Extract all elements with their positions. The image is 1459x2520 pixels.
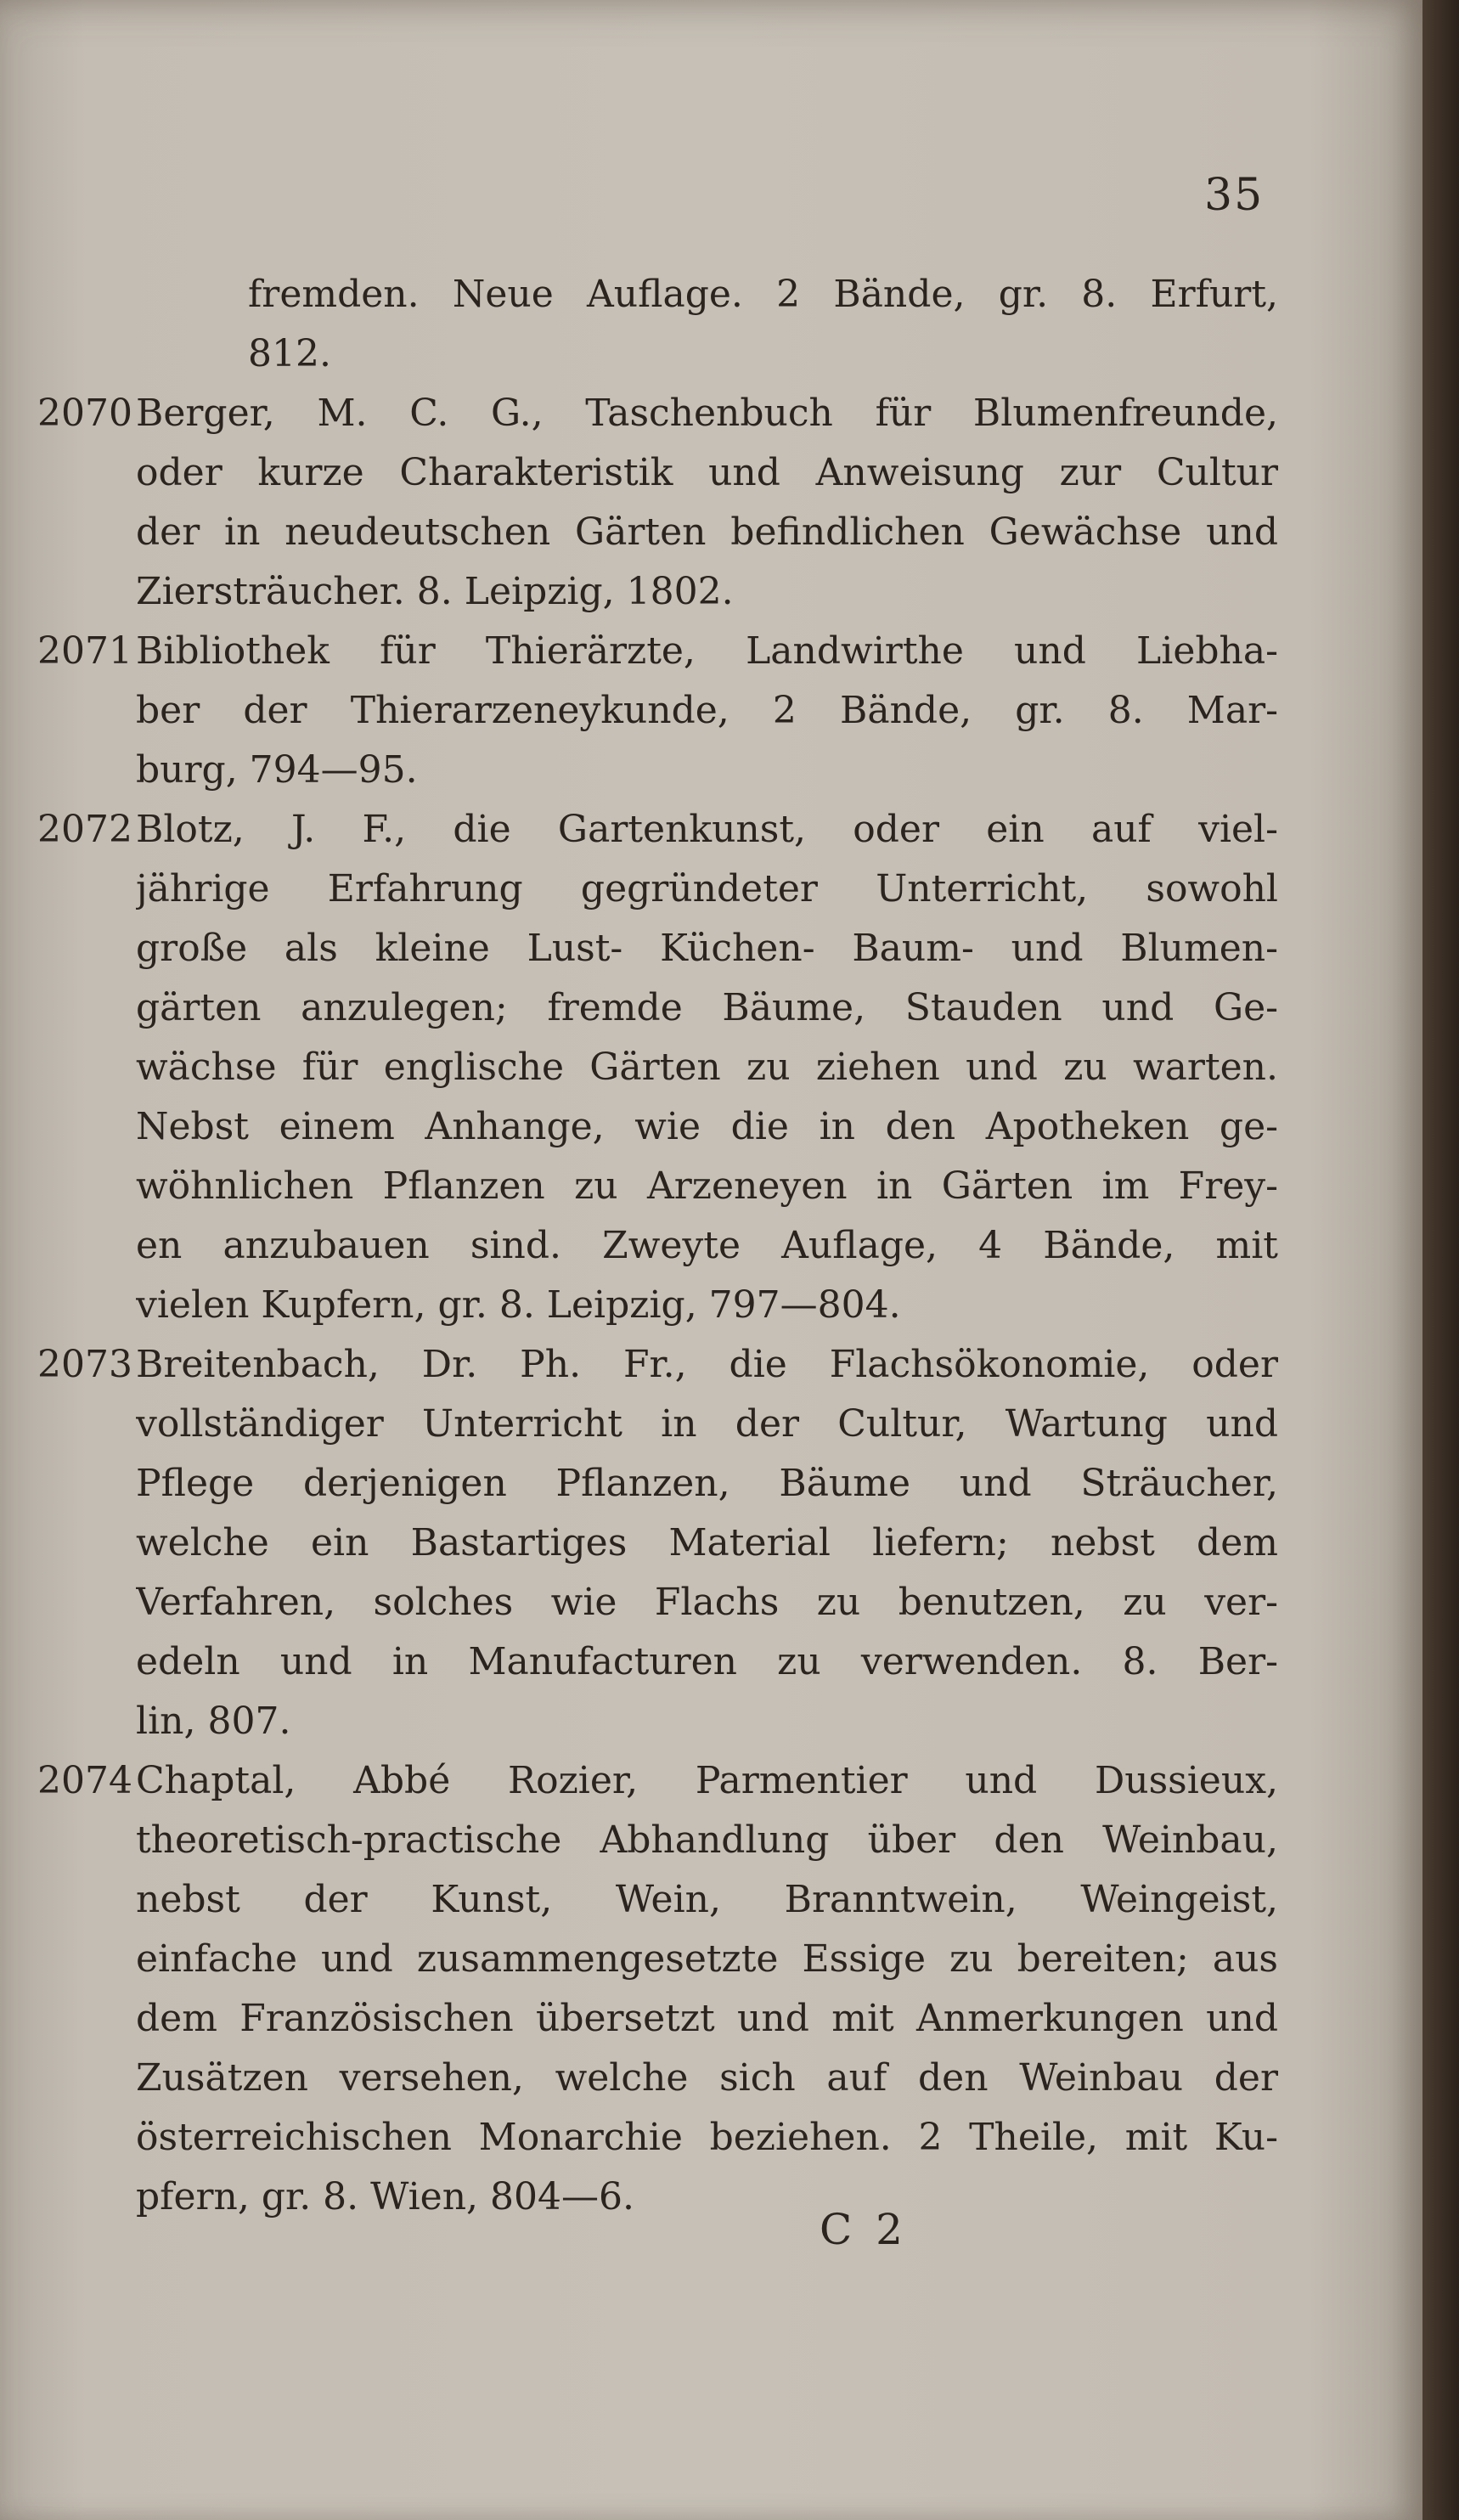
text-line: fremden. Neue Auflage. 2 Bände, gr. 8. Erfurt, [248, 273, 1278, 316]
text-line: jährige Erfahrung gegründeter Unterricht, sowohl [136, 867, 1278, 910]
catalog-text [37, 265, 1278, 2227]
catalog-entry-2074 [37, 1751, 1278, 2227]
text-line: österreichischen Monarchie beziehen. 2 Theile, mit Ku- [136, 2116, 1278, 2159]
catalog-entry-2071 [37, 622, 1278, 800]
text-line: theoretisch-practische Abhandlung über den Weinbau, [136, 1818, 1278, 1862]
text-line: vollständiger Unterricht in der Cultur, Wartung und [136, 1402, 1278, 1446]
text-line: wächse für englische Gärten zu ziehen und zu warten. [136, 1046, 1278, 1089]
text-line: Bibliothek für Thierärzte, Landwirthe und Liebha- [136, 629, 1278, 673]
signature-mark: C 2 [820, 2205, 908, 2254]
text-line: ber der Thierarzeneykunde, 2 Bände, gr. 8. Mar- [136, 689, 1278, 732]
book-spine-edge [1422, 0, 1459, 2520]
text-line: burg, 794—95. [136, 748, 418, 792]
text-line: Breitenbach, Dr. Ph. Fr., die Flachsökonomie, oder [136, 1343, 1278, 1386]
text-line: einfache und zusammengesetzte Essige zu bereiten; aus [136, 1937, 1278, 1981]
text-line: Pflege derjenigen Pflanzen, Bäume und Sträucher, [136, 1462, 1278, 1505]
catalog-entry-2070 [37, 384, 1278, 622]
entry-number: 2071 [37, 629, 132, 673]
text-line: vielen Kupfern, gr. 8. Leipzig, 797—804. [136, 1283, 901, 1327]
text-line: 812. [248, 332, 331, 375]
text-line: Ziersträucher. 8. Leipzig, 1802. [136, 570, 734, 613]
entry-number: 2070 [37, 392, 132, 435]
text-line: Berger, M. C. G., Taschenbuch für Blumenfreunde, [136, 392, 1278, 435]
text-line: Verfahren, solches wie Flachs zu benutzen, zu ver- [136, 1581, 1278, 1624]
text-line: oder kurze Charakteristik und Anweisung zur Cultur [136, 451, 1278, 494]
text-line: pfern, gr. 8. Wien, 804—6. [136, 2175, 634, 2218]
page-number: 35 [1204, 170, 1265, 221]
entry-number: 2072 [37, 808, 132, 851]
text-line: Zusätzen versehen, welche sich auf den Weinbau der [136, 2056, 1278, 2100]
continuation-entry [136, 265, 1278, 384]
text-line: gärten anzulegen; fremde Bäume, Stauden und Ge- [136, 986, 1278, 1029]
text-line: dem Französischen übersetzt und mit Anmerkungen und [136, 1997, 1278, 2040]
text-line: Nebst einem Anhange, wie die in den Apotheken ge- [136, 1105, 1278, 1148]
catalog-entry-2073 [37, 1335, 1278, 1751]
text-line: welche ein Bastartiges Material liefern; nebst dem [136, 1521, 1278, 1564]
catalog-entry-2072 [37, 800, 1278, 1335]
text-line: der in neudeutschen Gärten befindlichen Gewächse und [136, 510, 1278, 554]
entry-number: 2073 [37, 1343, 132, 1386]
entry-number: 2074 [37, 1759, 132, 1802]
text-line: nebst der Kunst, Wein, Branntwein, Weingeist, [136, 1878, 1278, 1921]
text-line: en anzubauen sind. Zweyte Auflage, 4 Bände, mit [136, 1224, 1278, 1267]
text-line: Blotz, J. F., die Gartenkunst, oder ein auf viel- [136, 808, 1278, 851]
text-line: wöhnlichen Pflanzen zu Arzeneyen in Gärten im Frey- [136, 1164, 1278, 1208]
text-line: edeln und in Manufacturen zu verwenden. 8. Ber- [136, 1640, 1278, 1683]
text-line: große als kleine Lust- Küchen- Baum- und Blumen- [136, 927, 1278, 970]
text-line: lin, 807. [136, 1700, 291, 1743]
text-line: Chaptal, Abbé Rozier, Parmentier und Dussieux, [136, 1759, 1278, 1802]
